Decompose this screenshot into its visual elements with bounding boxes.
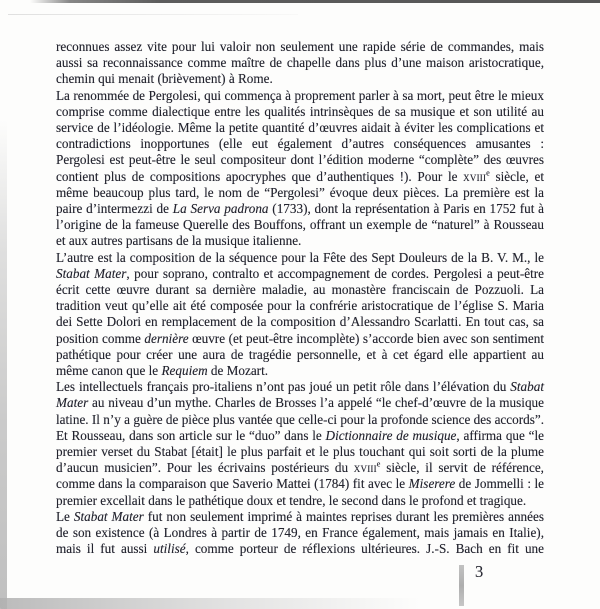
text-run: œuvre (et peut-être incomplète) s’accorde bien avec son sentiment pathétique pour créer une aura de tragédie personnelle, et à cet égard elle appartient au même canon que le	[56, 330, 544, 379]
text-run: utilisé	[153, 541, 186, 557]
text-run: L’autre est la composition de la séquence pour la Fête des Sept Douleurs de la B. V. M., le	[56, 249, 544, 265]
text-run: Les intellectuels français pro-italiens n’ont pas joué un petit rôle dans l’élévation du	[56, 379, 511, 395]
text-run: de Mozart.	[207, 363, 269, 379]
text-run: Le	[56, 508, 74, 524]
paragraph	[56, 379, 544, 509]
page-text	[56, 39, 544, 558]
text-run: , pour soprano, contralto et accompagnement de cordes. Pergolesi a peut-être écrit cette œuvre durant sa dernière maladie, au monastère franciscain de Pozzuoli. La tradition veut qu’elle ait été composée pour la confrérie aristocratique de l’église S. Maria dei Sette Dolori en remplacement de la composition d’Alessandro Scarlatti. En tout cas, sa position comme	[56, 265, 544, 346]
text-run: xviii	[463, 168, 487, 184]
text-run: , comme porteur de réflexions ultérieures. J.-S. Bach en fit une	[185, 541, 544, 557]
scan-edge-top-faint	[8, 14, 298, 15]
paragraph	[56, 509, 544, 558]
text-run: Stabat Mater	[56, 265, 127, 281]
text-run: reconnues assez vite pour lui valoir non seulement une rapide série de commandes, mais aussi sa reconnaissance comme maître de chapelle dans plus d’une maison aristocratique, chemin qui menait (brièvement) à Rome.	[56, 39, 544, 87]
text-run: siècle, il servit de référence, comme dans la comparaison que Saverio Mattei (1784) fit avec le	[56, 460, 544, 492]
page-number: 3	[475, 562, 484, 581]
text-run: xviii	[353, 460, 377, 476]
paragraph	[56, 250, 544, 380]
text-run: , affirma que “le premier verset du Stabat [était] le plus parfait et le plus touchant qui soit sorti de la plume d’aucun musicien”. Pour les écrivains postérieurs du	[56, 427, 544, 476]
scan-edge-left	[0, 0, 7, 609]
paragraph	[56, 39, 544, 88]
text-run: au niveau d’un mythe. Charles de Brosses l’a appelé “le chef-d’œuvre de la musique latine. Il n’y a guère de pièce plus vantée que celle-ci pour la profonde science des accords”. Et Rousseau, dans son article sur le “duo” dans le	[56, 395, 544, 443]
scan-edge-top	[0, 0, 600, 3]
text-run: Dictionnaire de musique	[325, 427, 457, 443]
text-run: (1733), dont la représentation à Paris en 1752 fut à l’origine de la fameuse Querelle des Bouffons, offrant un exemple de “naturel” à Rousseau et aux autres partisans de la musique italienne.	[56, 201, 544, 249]
text-run: La renommée de Pergolesi, qui commença à proprement parler à sa mort, peut être le mieux comprise comme dialectique entre les qualités intrinsèques de sa musique et son utilité au service de l’idéologie. Même la petite quantité d’œuvres aidait à éviter les complications et contradictions inopportunes (elle eut également d’autres conséquences amusantes : Pergolesi est peut-être le seul compositeur dont l’édition moderne “complète” des œuvres contient plus de compositions apocryphes que d’authentiques !). Pour le	[56, 87, 544, 184]
text-run: Requiem	[161, 363, 208, 379]
text-run: Stabat Mater	[73, 508, 144, 524]
text-run: fut non seulement imprimé à maintes reprises durant les premières années de son existence (à Londres à partir de 1749, en France également, mais jamais en Italie), mais il fut aussi	[56, 508, 544, 557]
scan-edge-bottom	[0, 598, 420, 609]
text-run: Miserere	[408, 476, 456, 492]
text-run: e	[376, 459, 381, 469]
text-run: de Jommelli : le premier excellait dans le pathétique doux et tendre, le second dans le profond et tragique.	[56, 476, 544, 508]
text-run: Stabat Mater	[56, 379, 544, 411]
text-run: siècle, et même beaucoup plus tard, le nom de “Pergolesi” évoque deux pièces. La première est la paire d’intermezzi de	[56, 168, 544, 217]
text-run: e	[486, 168, 490, 178]
page-number-divider	[459, 565, 464, 606]
text-run: La Serva padrona	[172, 201, 269, 217]
paragraph	[56, 88, 544, 250]
text-run: dernière	[144, 330, 189, 346]
